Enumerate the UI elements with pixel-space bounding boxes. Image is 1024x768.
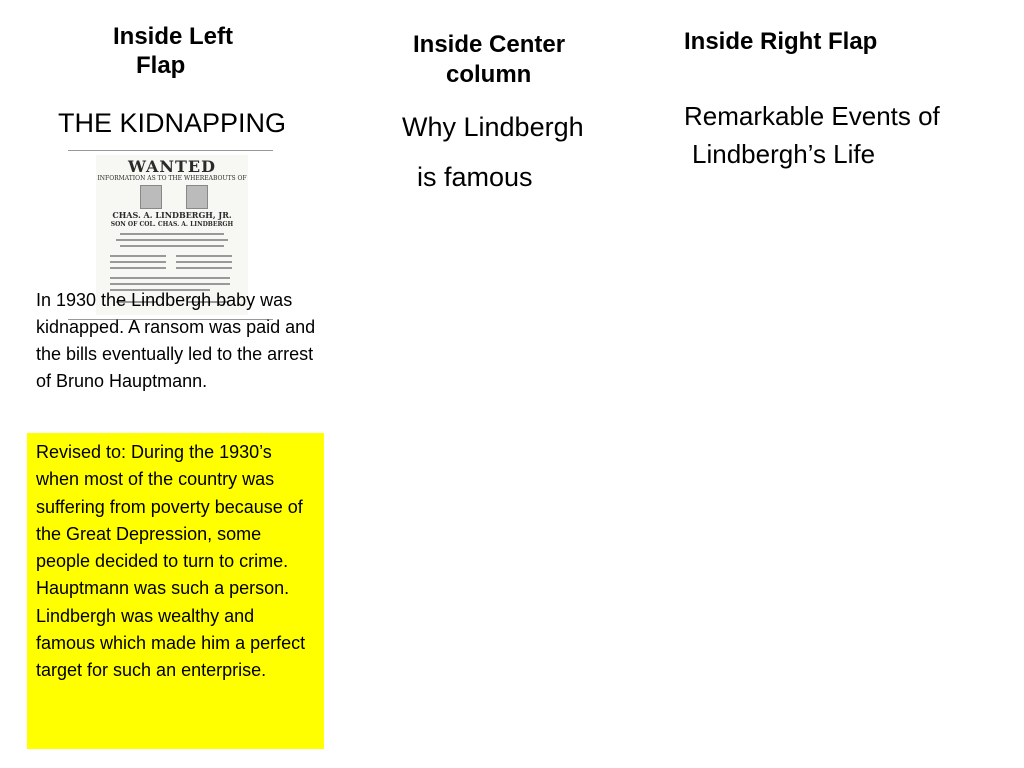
poster-text-line bbox=[176, 261, 232, 263]
poster-text-line bbox=[176, 255, 232, 257]
poster-name: CHAS. A. LINDBERGH, JR. bbox=[112, 210, 232, 220]
poster-photo-left bbox=[140, 185, 162, 209]
poster-title: WANTED bbox=[128, 157, 216, 176]
why-famous-title: Why Lindbergh bbox=[402, 112, 584, 142]
center-column-heading: Inside Center bbox=[413, 31, 566, 58]
poster-text-line bbox=[110, 261, 166, 263]
poster-text-line bbox=[116, 239, 228, 241]
kidnapping-paragraph: In 1930 the Lindbergh baby was kidnapped. A ransom was paid and the bills eventually led to the arrest of Bruno Hauptmann. bbox=[36, 290, 316, 391]
poster-info: INFORMATION AS TO THE WHEREABOUTS OF bbox=[97, 175, 247, 182]
revised-text-box: Revised to: During the 1930’s when most of the country was suffering from poverty because of the Great Depression, some people decided to turn to crime. Hauptmann was such a person. Lindbergh was wealthy and famous which made him a perfect target for such an enterprise. bbox=[27, 433, 324, 749]
right-flap-heading: Inside Right Flap bbox=[684, 28, 878, 55]
kidnapping-title: THE KIDNAPPING bbox=[58, 108, 287, 138]
poster-text-line bbox=[110, 283, 230, 285]
poster-text-line bbox=[120, 233, 224, 235]
poster-photo-right bbox=[186, 185, 208, 209]
poster-text-line bbox=[176, 267, 232, 269]
why-famous-title-line2: is famous bbox=[417, 162, 533, 192]
poster-text-line bbox=[120, 245, 224, 247]
poster-son-of: SON OF COL. CHAS. A. LINDBERGH bbox=[110, 221, 234, 228]
poster-text-line bbox=[110, 267, 166, 269]
poster-text-line bbox=[110, 255, 166, 257]
poster-text-line bbox=[110, 277, 230, 279]
remarkable-events-title-line2: Lindbergh’s Life bbox=[692, 139, 876, 169]
left-flap-heading: Inside Left bbox=[113, 23, 234, 50]
left-flap-heading-line2: Flap bbox=[136, 52, 186, 79]
center-column-heading-line2: column bbox=[446, 61, 532, 88]
remarkable-events-title: Remarkable Events of bbox=[684, 101, 940, 131]
